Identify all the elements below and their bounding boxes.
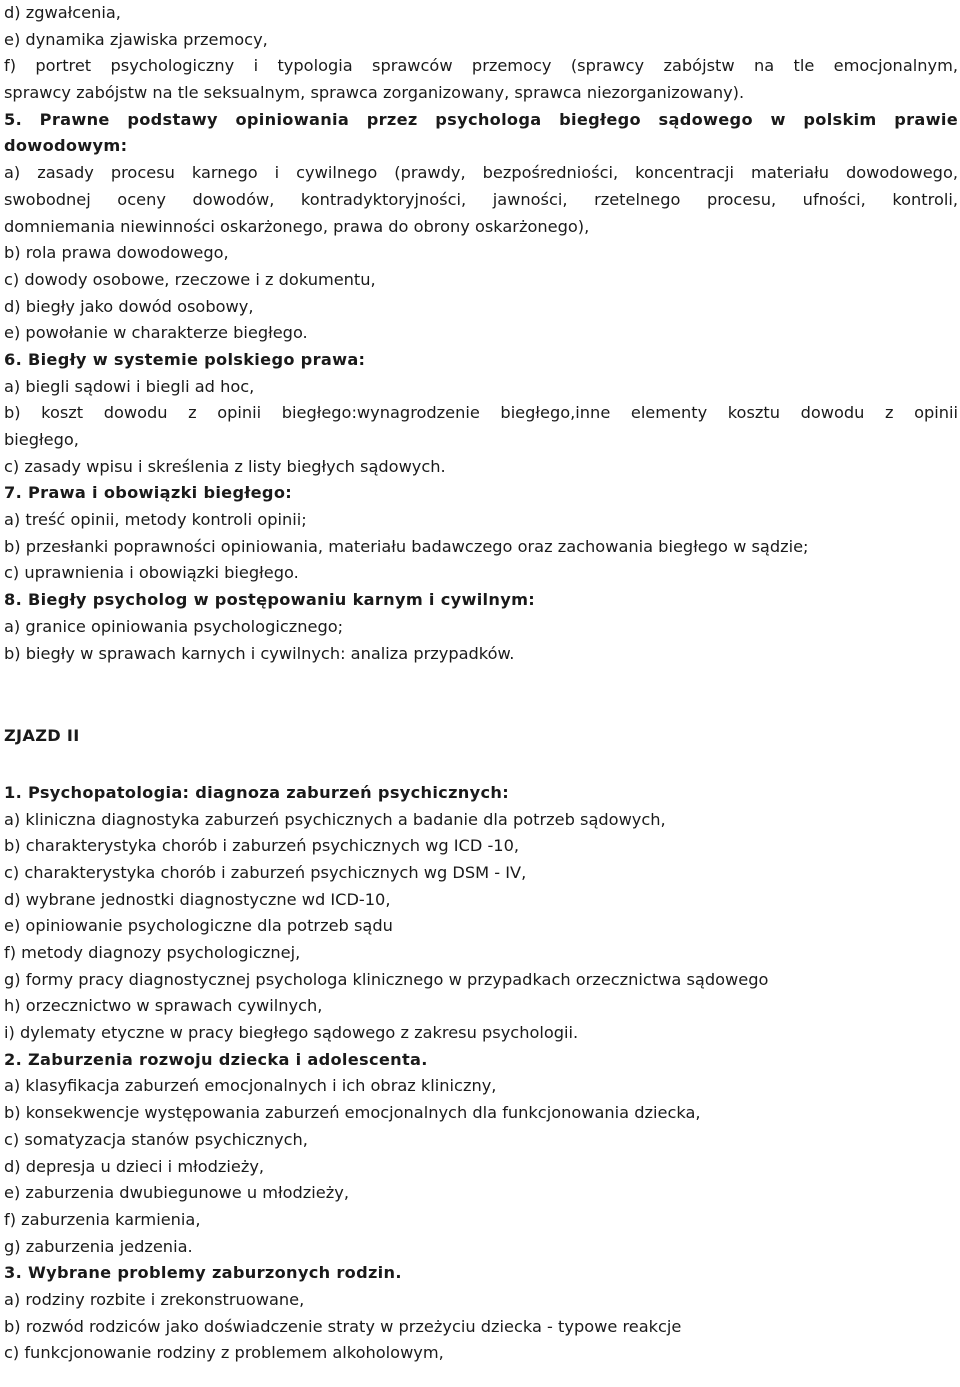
list-item: e) dynamika zjawiska przemocy, [4,29,268,49]
list-item: a) zasady procesu karnego i cywilnego (prawdy, bezpośredniości, koncentracji materiału dowodowego, [4,163,958,183]
section-heading: 3. Wybrane problemy zaburzonych rodzin. [4,1263,402,1283]
list-continuation [4,0,958,107]
list-item: d) zgwałcenia, [4,3,121,22]
list-item: i) dylematy etyczne w pracy biegłego sądowego z zakresu psychologii. [4,1023,579,1043]
list-item: biegłego, [4,430,79,449]
list-item: c) somatyzacja stanów psychicznych, [4,1129,308,1149]
list-item: g) zaburzenia jedzenia. [4,1236,193,1256]
list-item: c) charakterystyka chorób i zaburzeń psychicznych wg DSM - IV, [4,862,527,882]
list-item: a) rodziny rozbite i zrekonstruowane, [4,1289,305,1309]
section-8 [4,587,958,667]
list-item: a) treść opinii, metody kontroli opinii; [4,510,307,530]
list-item: d) depresja u dzieci i młodzieży, [4,1156,265,1176]
list-item: f) zaburzenia karmienia, [4,1209,201,1229]
list-item: c) funkcjonowanie rodziny z problemem alkoholowym, [4,1343,444,1363]
list-item: a) biegli sądowi i biegli ad hoc, [4,376,255,396]
section-7 [4,480,958,587]
list-item: a) granice opiniowania psychologicznego; [4,616,344,636]
section-heading: 2. Zaburzenia rozwoju dziecka i adolescenta. [4,1049,428,1069]
list-item: b) biegły w sprawach karnych i cywilnych: analiza przypadków. [4,643,515,663]
zjazd-section-2 [4,1047,958,1261]
section-heading: 6. Biegły w systemie polskiego prawa: [4,349,366,369]
list-item: f) metody diagnozy psychologicznej, [4,943,301,962]
list-item: e) zaburzenia dwubiegunowe u młodzieży, [4,1183,349,1203]
list-item: c) uprawnienia i obowiązki biegłego. [4,563,299,583]
list-item: d) biegły jako dowód osobowy, [4,296,254,316]
list-item: swobodnej oceny dowodów, kontradyktoryjności, jawności, rzetelnego procesu, ufności, kontroli, [4,189,958,209]
list-item: b) koszt dowodu z opinii biegłego:wynagrodzenie biegłego,inne elementy kosztu dowodu z opinii [4,403,958,423]
list-item: a) kliniczna diagnostyka zaburzeń psychicznych a badanie dla potrzeb sądowych, [4,809,666,829]
zjazd-section-1 [4,780,958,1047]
section-5 [4,107,958,347]
list-item: domniemania niewinności oskarżonego, prawa do obrony oskarżonego), [4,216,590,236]
list-item: b) konsekwencje występowania zaburzeń emocjonalnych dla funkcjonowania dziecka, [4,1103,701,1123]
list-item: b) charakterystyka chorób i zaburzeń psychicznych wg ICD -10, [4,836,520,856]
document-page [4,0,958,1367]
zjazd-section-3 [4,1260,958,1367]
list-item: a) klasyfikacja zaburzeń emocjonalnych i ich obraz kliniczny, [4,1076,497,1096]
spacer [4,750,958,780]
section-heading: 7. Prawa i obowiązki biegłego: [4,483,293,503]
section-6 [4,347,958,480]
list-item: b) rola prawa dowodowego, [4,243,229,263]
list-item: f) portret psychologiczny i typologia sprawców przemocy (sprawcy zabójstw na tle emocjonalnym, [4,56,958,76]
list-item: b) rozwód rodziców jako doświadczenie straty w przeżyciu dziecka - typowe reakcje [4,1316,682,1336]
list-item: e) opiniowanie psychologiczne dla potrzeb sądu [4,916,393,936]
section-heading-cont: dowodowym: [4,136,128,156]
list-item: b) przesłanki poprawności opiniowania, materiału badawczego oraz zachowania biegłego w sądzie; [4,536,809,556]
list-item: c) zasady wpisu i skreślenia z listy biegłych sądowych. [4,456,446,476]
list-item: g) formy pracy diagnostycznej psychologa klinicznego w przypadkach orzecznictwa sądowego [4,969,769,989]
list-item: e) powołanie w charakterze biegłego. [4,323,308,343]
list-item: c) dowody osobowe, rzeczowe i z dokumentu, [4,269,376,289]
section-heading: 1. Psychopatologia: diagnoza zaburzeń psychicznych: [4,782,509,802]
section-heading: 5. Prawne podstawy opiniowania przez psychologa biegłego sądowego w polskim prawie [4,109,958,129]
section-heading: 8. Biegły psycholog w postępowaniu karnym i cywilnym: [4,590,536,610]
list-item: d) wybrane jednostki diagnostyczne wd ICD-10, [4,889,391,909]
zjazd-title: ZJAZD II [4,726,80,746]
list-item: h) orzecznictwo w sprawach cywilnych, [4,996,323,1016]
spacer [4,667,958,723]
list-item: sprawcy zabójstw na tle seksualnym, sprawca zorganizowany, sprawca niezorganizowany). [4,83,745,103]
